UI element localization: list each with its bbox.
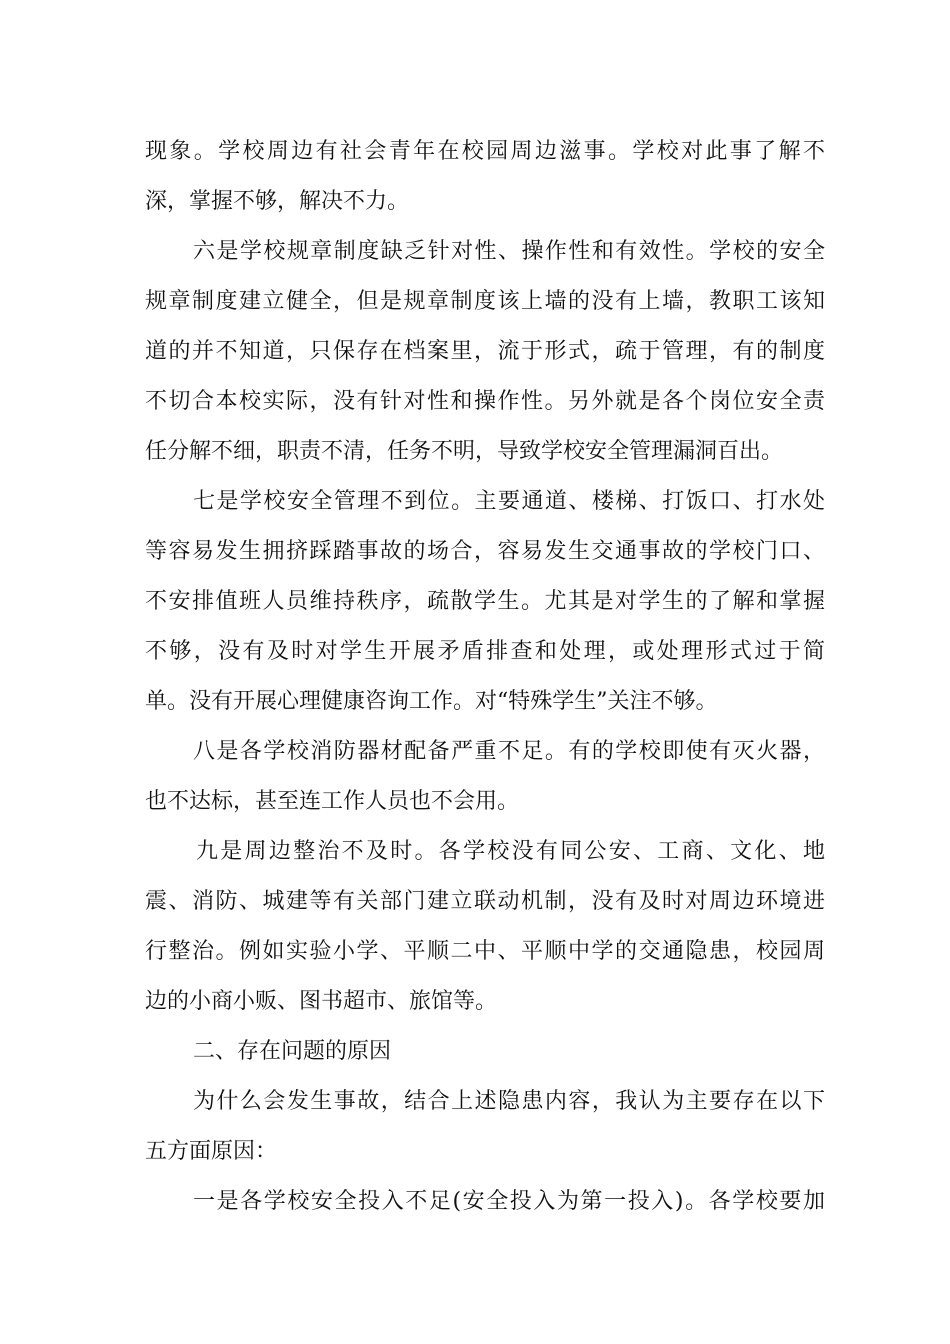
text-line: 六是学校规章制度缺乏针对性、操作性和有效性。学校的安全 <box>193 239 825 264</box>
text-line: 为什么会发生事故，结合上述隐患内容，我认为主要存在以下 <box>193 1089 825 1114</box>
text-line: 不够，没有及时对学生开展矛盾排查和处理，或处理形式过于简 <box>145 639 825 664</box>
text-line: 道的并不知道，只保存在档案里，流于形式，疏于管理，有的制度 <box>145 339 825 364</box>
text-line: 边的小商小贩、图书超市、旅馆等。 <box>145 989 498 1014</box>
text-line: 一是各学校安全投入不足(安全投入为第一投入)。各学校要加 <box>193 1189 825 1214</box>
text-line: 任分解不细，职责不清，任务不明，导致学校安全管理漏洞百出。 <box>145 439 784 464</box>
text-line: 不切合本校实际，没有针对性和操作性。另外就是各个岗位安全责 <box>145 389 825 414</box>
text-line: 规章制度建立健全，但是规章制度该上墙的没有上墙，教职工该知 <box>145 289 825 314</box>
text-line: 不安排值班人员维持秩序，疏散学生。尤其是对学生的了解和掌握 <box>145 589 825 614</box>
text-line: 行整治。例如实验小学、平顺二中、平顺中学的交通隐患，校园周 <box>145 939 825 964</box>
section-heading: 二、存在问题的原因 <box>193 1039 392 1064</box>
text-line: 九是周边整治不及时。各学校没有同公安、工商、文化、地 <box>196 839 825 864</box>
text-line: 深，掌握不够，解决不力。 <box>145 189 410 214</box>
text-line: 现象。学校周边有社会青年在校园周边滋事。学校对此事了解不 <box>145 139 825 164</box>
text-line: 七是学校安全管理不到位。主要通道、楼梯、打饭口、打水处 <box>193 489 825 514</box>
text-line: 八是各学校消防器材配备严重不足。有的学校即使有灭火器， <box>193 739 825 764</box>
text-line: 震、消防、城建等有关部门建立联动机制，没有及时对周边环境进 <box>145 889 825 914</box>
text-line: 也不达标，甚至连工作人员也不会用。 <box>145 789 520 814</box>
text-line: 单。没有开展心理健康咨询工作。对“特殊学生”关注不够。 <box>145 689 718 714</box>
text-line: 五方面原因： <box>145 1139 278 1164</box>
text-line: 等容易发生拥挤踩踏事故的场合，容易发生交通事故的学校门口、 <box>145 539 825 564</box>
